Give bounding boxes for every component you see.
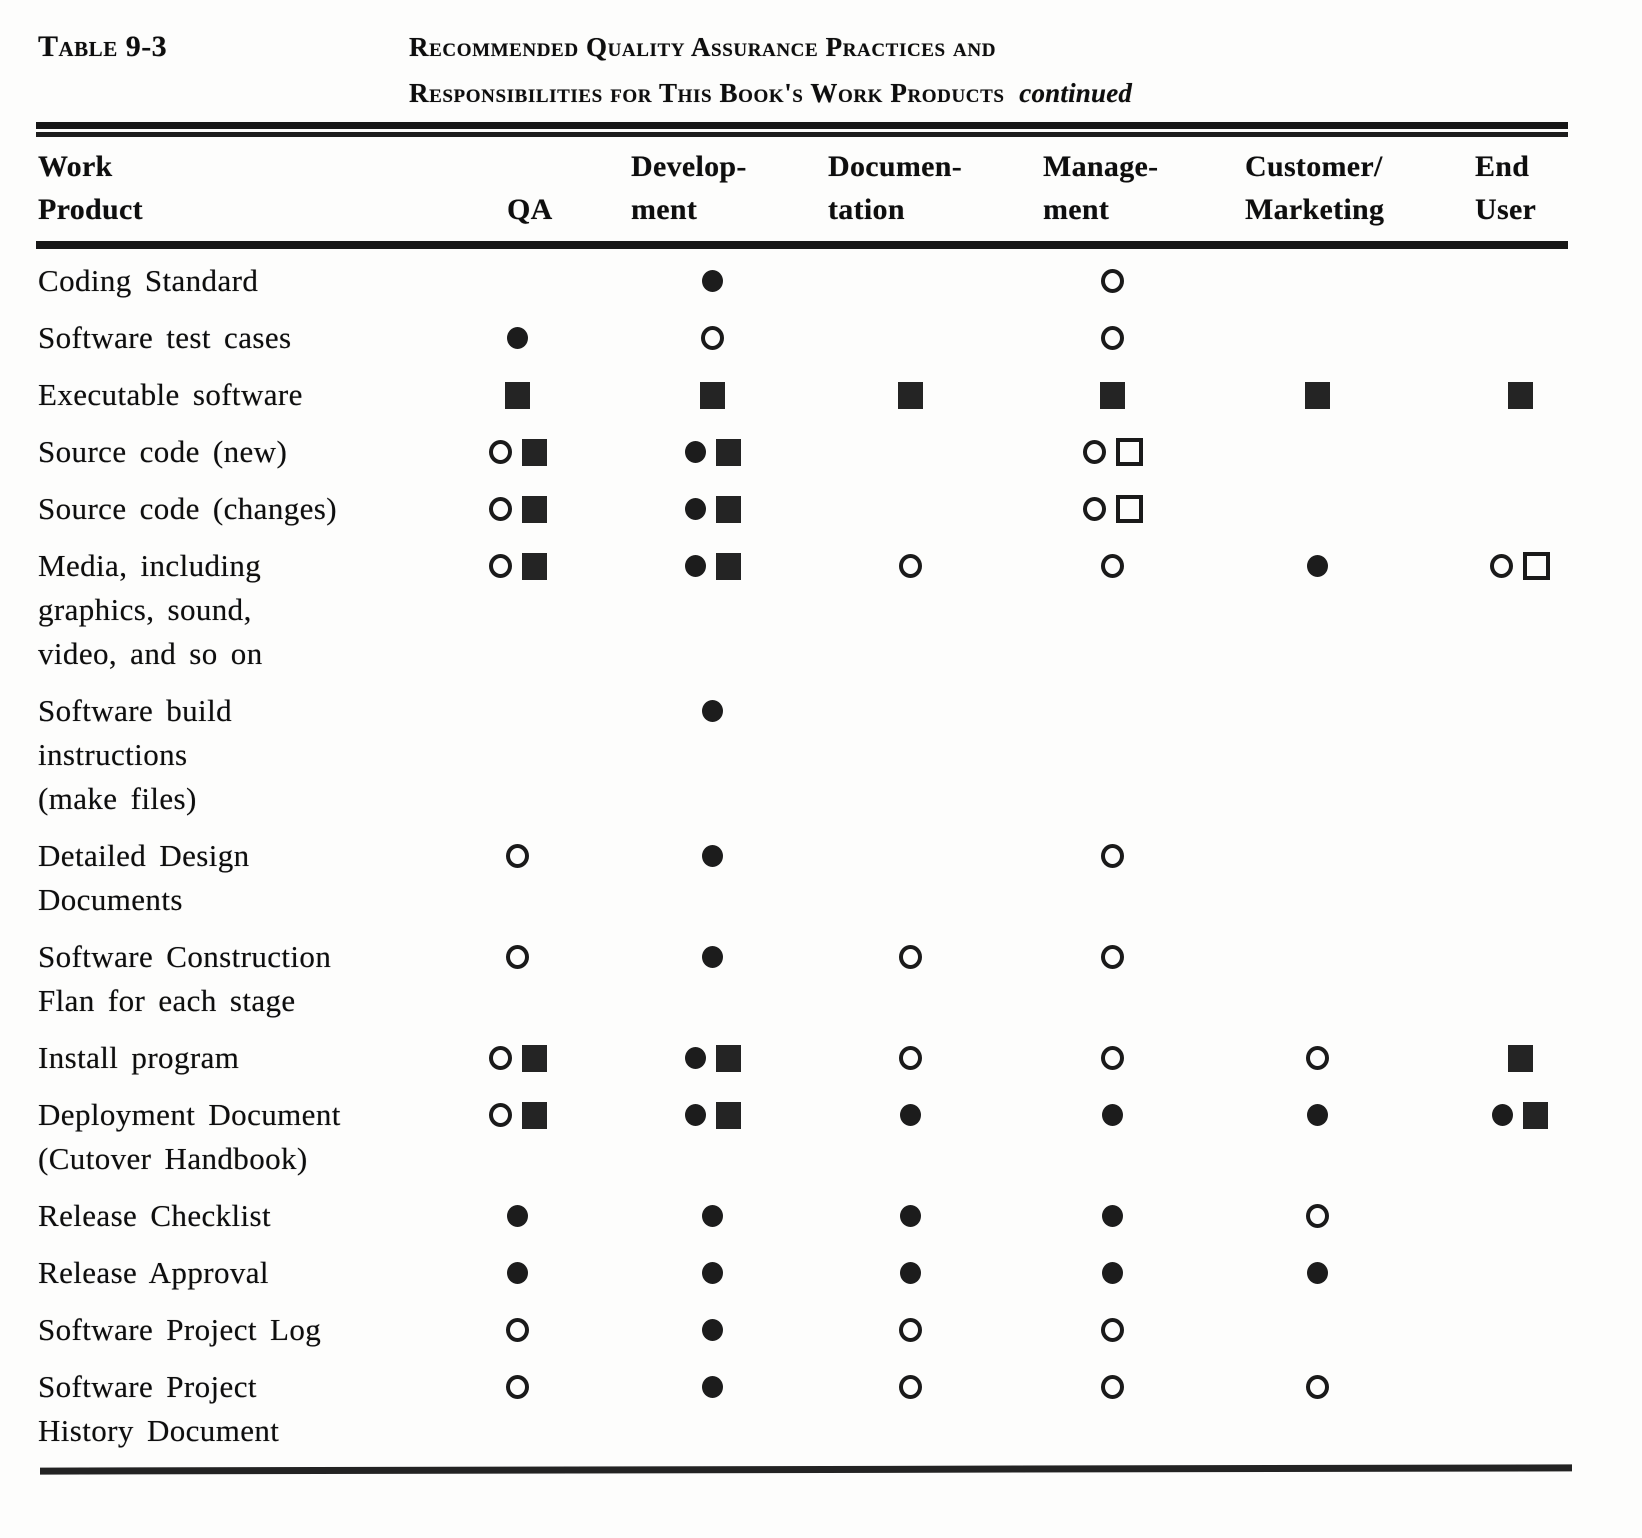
cell-end-user [1420,1308,1642,1352]
open-circle-marker [1101,1375,1124,1399]
cell-qa [420,1308,615,1352]
cell-end-user [1420,689,1642,733]
cell-management [1010,316,1215,360]
filled-circle-marker [1307,1104,1328,1126]
work-product-label-line: Install program [38,1040,240,1075]
filled-circle-marker [1102,1205,1123,1227]
cell-documentation [810,935,1010,979]
open-circle-marker [899,1046,922,1070]
open-circle-marker [1101,554,1124,578]
work-product-label-line: Release Checklist [38,1198,272,1233]
cell-qa [420,1093,615,1137]
cell-end-user [1420,430,1642,474]
table-title [409,24,1132,116]
work-product-label-line: graphics, sound, [38,592,252,627]
cell-management [1010,373,1215,417]
open-circle-marker [1101,269,1124,293]
filled-square-marker [1508,1045,1533,1072]
work-product-label [0,1036,420,1080]
filled-square-marker [716,496,741,523]
column-header-line: QA [507,193,553,226]
open-circle-marker [489,1103,512,1127]
filled-circle-marker [702,1205,723,1227]
filled-square-marker [716,1045,741,1072]
work-product-label-line: (make files) [38,781,197,816]
column-header-line: Work [38,150,113,183]
cell-customer-marketing [1215,935,1420,979]
cell-development [615,487,810,531]
work-product-label [0,430,420,474]
filled-circle-marker [507,1262,528,1284]
column-header-documentation [810,145,1010,231]
filled-square-marker [1508,382,1533,409]
open-circle-marker [506,945,529,969]
cell-management [1010,430,1215,474]
cell-end-user [1420,1093,1642,1137]
cell-management [1010,544,1215,588]
cell-customer-marketing [1215,316,1420,360]
open-circle-marker [1306,1204,1329,1228]
work-product-label-line: Software Project [38,1369,257,1404]
cell-development [615,1308,810,1352]
cell-customer-marketing [1215,1251,1420,1295]
work-product-label-line: Software build [38,693,232,728]
filled-circle-marker [685,555,706,577]
open-circle-marker [1101,844,1124,868]
cell-end-user [1420,544,1642,588]
cell-qa [420,430,615,474]
table-row [0,935,1642,1023]
open-circle-marker [899,1375,922,1399]
open-circle-marker [1101,945,1124,969]
cell-management [1010,689,1215,733]
filled-circle-marker [702,1262,723,1284]
table-row [0,259,1642,303]
cell-development [615,1194,810,1238]
filled-circle-marker [702,1319,723,1341]
filled-circle-marker [507,327,528,349]
work-product-label-line: Flan for each stage [38,983,296,1018]
filled-square-marker [1305,382,1330,409]
cell-documentation [810,316,1010,360]
work-product-label [0,935,420,1023]
cell-development [615,1365,810,1409]
cell-qa [420,544,615,588]
cell-development [615,1036,810,1080]
cell-qa [420,834,615,878]
open-circle-marker [1083,440,1106,464]
cell-customer-marketing [1215,373,1420,417]
column-header-line: ment [631,193,698,226]
column-header-line: User [1475,193,1537,226]
filled-circle-marker [685,498,706,520]
table-row [0,1308,1642,1352]
filled-circle-marker [685,1047,706,1069]
cell-customer-marketing [1215,1365,1420,1409]
column-header-line: Product [38,193,143,226]
cell-customer-marketing [1215,1093,1420,1137]
filled-square-marker [1100,382,1125,409]
cell-end-user [1420,935,1642,979]
work-product-label-line: Deployment Document [38,1097,341,1132]
filled-circle-marker [1102,1262,1123,1284]
top-rule-line2 [36,132,1568,137]
cell-customer-marketing [1215,487,1420,531]
work-product-label [0,689,420,821]
column-header-qa [420,145,615,231]
cell-qa [420,1036,615,1080]
cell-documentation [810,834,1010,878]
column-header-line [507,145,615,188]
cell-customer-marketing [1215,1194,1420,1238]
filled-square-marker [522,1045,547,1072]
cell-documentation [810,1308,1010,1352]
open-square-marker [1523,552,1550,580]
work-product-label [0,1308,420,1352]
cell-documentation [810,1251,1010,1295]
open-circle-marker [489,440,512,464]
cell-customer-marketing [1215,1308,1420,1352]
table-header-row [0,145,1642,231]
work-product-label [0,259,420,303]
open-circle-marker [1306,1375,1329,1399]
work-product-label-line: Release Approval [38,1255,269,1290]
top-double-rule [36,122,1568,137]
work-product-label-line: Source code (new) [38,434,288,469]
filled-circle-marker [1307,1262,1328,1284]
work-product-label [0,1194,420,1238]
cell-documentation [810,1365,1010,1409]
open-circle-marker [1101,326,1124,350]
open-circle-marker [1083,497,1106,521]
cell-end-user [1420,1251,1642,1295]
cell-documentation [810,544,1010,588]
cell-management [1010,1308,1215,1352]
work-product-label-line: Coding Standard [38,263,259,298]
filled-square-marker [716,439,741,466]
cell-customer-marketing [1215,430,1420,474]
open-square-marker [1116,495,1143,523]
filled-square-marker [898,382,923,409]
column-header-management [1010,145,1215,231]
cell-customer-marketing [1215,689,1420,733]
cell-development [615,935,810,979]
header-rule [36,241,1568,249]
open-circle-marker [506,844,529,868]
filled-circle-marker [702,845,723,867]
work-product-label [0,1093,420,1181]
cell-customer-marketing [1215,544,1420,588]
work-product-label-line: History Document [38,1413,280,1448]
filled-circle-marker [900,1205,921,1227]
filled-circle-marker [507,1205,528,1227]
cell-customer-marketing [1215,1036,1420,1080]
cell-documentation [810,1036,1010,1080]
column-header-development [615,145,810,231]
table-title-line2 [409,70,1132,116]
cell-management [1010,1251,1215,1295]
filled-square-marker [1523,1102,1548,1129]
cell-qa [420,1365,615,1409]
open-square-marker [1116,438,1143,466]
work-product-label-line: instructions [38,737,188,772]
cell-documentation [810,689,1010,733]
cell-end-user [1420,487,1642,531]
table-title-line2-text: Responsibilities for This Book's Work Products [409,78,1005,108]
cell-qa [420,1194,615,1238]
open-circle-marker [899,554,922,578]
work-product-label [0,1251,420,1295]
work-product-label [0,373,420,417]
cell-qa [420,316,615,360]
cell-qa [420,487,615,531]
table-row [0,1251,1642,1295]
cell-management [1010,1365,1215,1409]
table-row [0,430,1642,474]
open-circle-marker [506,1318,529,1342]
table-row [0,373,1642,417]
work-product-label [0,834,420,922]
work-product-label-line: Software Construction [38,939,332,974]
filled-square-marker [522,496,547,523]
column-header-line: tation [828,193,905,226]
cell-development [615,1093,810,1137]
table-row [0,834,1642,922]
table-row [0,487,1642,531]
open-circle-marker [1101,1046,1124,1070]
cell-documentation [810,487,1010,531]
table-title-line1: Recommended Quality Assurance Practices and [409,32,997,62]
column-header-line: ment [1043,193,1110,226]
filled-circle-marker [702,1376,723,1398]
open-circle-marker [1306,1046,1329,1070]
column-header-line: Marketing [1245,193,1385,226]
table-row [0,1194,1642,1238]
work-product-label-line: Source code (changes) [38,491,337,526]
filled-square-marker [522,439,547,466]
cell-qa [420,935,615,979]
column-header-end-user [1420,145,1642,231]
filled-square-marker [700,382,725,409]
cell-development [615,373,810,417]
open-circle-marker [701,326,724,350]
filled-square-marker [505,382,530,409]
table-row [0,1036,1642,1080]
work-product-label [0,544,420,676]
filled-square-marker [522,1102,547,1129]
cell-management [1010,1194,1215,1238]
cell-end-user [1420,259,1642,303]
filled-square-marker [716,1102,741,1129]
cell-qa [420,689,615,733]
filled-square-marker [716,553,741,580]
table-body [0,249,1642,1453]
open-circle-marker [506,1375,529,1399]
filled-circle-marker [702,270,723,292]
column-header-line: Develop- [631,150,747,183]
cell-customer-marketing [1215,834,1420,878]
cell-end-user [1420,1194,1642,1238]
filled-circle-marker [900,1104,921,1126]
work-product-label-line: video, and so on [38,636,263,671]
cell-documentation [810,1194,1010,1238]
column-header-line: Manage- [1043,150,1159,183]
work-product-label-line: Executable software [38,377,303,412]
cell-end-user [1420,1036,1642,1080]
cell-end-user [1420,1365,1642,1409]
table-row [0,689,1642,821]
open-circle-marker [899,945,922,969]
cell-management [1010,487,1215,531]
work-product-label-line: (Cutover Handbook) [38,1141,308,1176]
filled-circle-marker [702,700,723,722]
table-row [0,316,1642,360]
open-circle-marker [489,497,512,521]
cell-documentation [810,430,1010,474]
column-header-line: Customer/ [1245,150,1383,183]
cell-management [1010,1036,1215,1080]
filled-square-marker [522,553,547,580]
cell-management [1010,1093,1215,1137]
column-header-line: End [1475,150,1530,183]
cell-qa [420,373,615,417]
cell-development [615,430,810,474]
cell-development [615,544,810,588]
table-number-label: Table 9-3 [38,30,168,63]
cell-development [615,259,810,303]
cell-management [1010,935,1215,979]
column-header-customer-marketing [1215,145,1420,231]
cell-development [615,689,810,733]
column-header-work-product [0,145,420,231]
cell-documentation [810,259,1010,303]
work-product-label [0,487,420,531]
work-product-label-line: Documents [38,882,183,917]
filled-circle-marker [900,1262,921,1284]
open-circle-marker [489,1046,512,1070]
work-product-label-line: Software test cases [38,320,292,355]
cell-documentation [810,373,1010,417]
filled-circle-marker [1102,1104,1123,1126]
open-circle-marker [489,554,512,578]
filled-circle-marker [685,1104,706,1126]
open-circle-marker [1490,554,1513,578]
cell-end-user [1420,316,1642,360]
table-row [0,544,1642,676]
open-circle-marker [1101,1318,1124,1342]
cell-customer-marketing [1215,259,1420,303]
cell-development [615,834,810,878]
work-product-label-line: Software Project Log [38,1312,322,1347]
column-header-line: Documen- [828,150,963,183]
filled-circle-marker [1492,1104,1513,1126]
table-row [0,1365,1642,1453]
open-circle-marker [899,1318,922,1342]
cell-qa [420,259,615,303]
filled-circle-marker [702,946,723,968]
table-row [0,1093,1642,1181]
title-block [0,0,1642,116]
cell-end-user [1420,373,1642,417]
filled-circle-marker [1307,555,1328,577]
cell-management [1010,834,1215,878]
work-product-label [0,316,420,360]
work-product-label-line: Media, including [38,548,262,583]
cell-development [615,316,810,360]
cell-development [615,1251,810,1295]
cell-documentation [810,1093,1010,1137]
top-rule-line1 [36,122,1568,129]
cell-end-user [1420,834,1642,878]
work-product-label-line: Detailed Design [38,838,250,873]
bottom-rule [40,1464,1572,1474]
filled-circle-marker [685,441,706,463]
cell-qa [420,1251,615,1295]
work-product-label [0,1365,420,1453]
continued-label: continued [1019,78,1133,108]
cell-management [1010,259,1215,303]
